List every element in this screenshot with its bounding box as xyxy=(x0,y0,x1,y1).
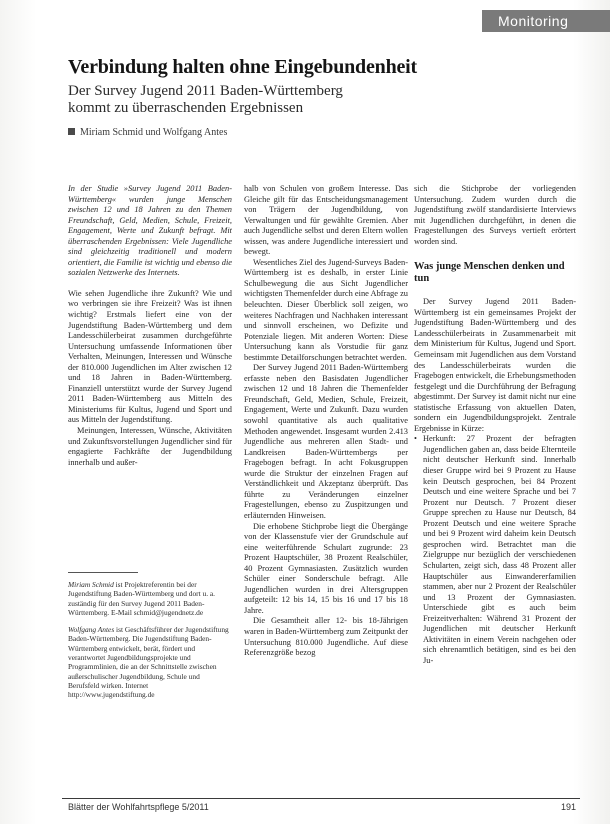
section-subheading: Was junge Menschen denken und tun xyxy=(414,261,565,285)
text-column-1 xyxy=(68,184,232,564)
bio-author-2-text: ist Geschäftsführer der Jugendstiftung Baden-Württemberg. Die Jugendstiftung Baden-Württemberg entwickelt, berät, fördert und verantwortet Jugendbildungsprojekte und Programmlinien, die an der Schnittstelle zwischen außerschulischer Jugendbildung, Schule und Berufsfeld wirken. Internet http://www.jugendstiftung.de xyxy=(68,625,229,700)
lead-paragraph: In der Studie »Survey Jugend 2011 Baden-Württemberg« wurden junge Menschen zwischen 12 und 18 Jahren zu den Themen Freundschaft, Geld, Medien, Schule, Freizeit, Engagement, Werte und Zukunft befragt. Mit überraschenden Ergebnissen: Viele Jugendliche sind gleichzeitig traditionell und modern orientiert, die Familie ist wichtig und ebenso die sozialen Netzwerke des Internets. xyxy=(68,184,232,278)
square-bullet-icon xyxy=(68,128,75,135)
text-column-2 xyxy=(244,184,408,790)
bio-author-1-name: Miriam Schmid xyxy=(68,580,114,589)
article-title: Verbindung halten ohne Eingebundenheit xyxy=(68,56,418,78)
body-paragraph: sich die Stichprobe der vorliegenden Untersuchung. Zudem wurden durch die Jugendstiftung zwölf standardisierte Interviews mit Jugendlichen durchgeführt, in denen die Fragestellungen des Surveys vertieft erörtert worden sind. xyxy=(414,184,576,246)
bullet-item: • Herkunft: 27 Prozent der befragten Jugendlichen gaben an, dass beide Elternteile nicht deutscher Herkunft sind. Innerhalb dieser Gruppe wird bei 9 Prozent zu Hause kein Deutsch gesprochen, bei 84 Prozent Deutsch und eine weitere Sprache und bei 7 Prozent nur Deutsch. 7 Prozent dieser Gruppe sprechen zu Hause nur Deutsch, 84 Prozent Deutsch und eine weitere Sprache und bei 9 Prozent wird daheim kein Deutsch gesprochen wird. Betrachtet man die Zielgruppe nur bezüglich der verschiedenen Schularten, zeigt sich, dass 48 Prozent aller Hauptschüler aus Einwandererfamilien stammen, aber nur 2 Prozent der Realschüler und 13 Prozent der Gymnasiasten. Unterschiede gibt es auch beim Freizeitverhalten: Während 31 Prozent der Jugendlichen mit deutscher Herkunft Aktivitäten in einem Verein nachgehen oder sich ehrenamtlich betätigen, sind es bei den Ju- xyxy=(414,434,576,666)
text-column-3 xyxy=(414,184,576,790)
body-paragraph: Der Survey Jugend 2011 Baden-Württemberg erfasste neben den Basisdaten Jugendlicher zwischen 12 und 18 Jahren die Themenfelder Freundschaft, Geld, Medien, Schule, Freizeit, Engagement, Werte und Zukunft. Dazu wurden sowohl quantitative als auch qualitative Methoden angewendet. Insgesamt wurden 2.413 Jugendliche aus mehreren allen Stadt- und Landkreisen Baden-Württembergs per Fragebogen befragt. In acht Fokusgruppen wurde die Struktur der einzelnen Fragen auf Verständlichkeit und Akzeptanz überprüft. Das führte zu Veränderungen einzelner Fragestellungen, ebenso zu Zuspitzungen und erläuternden Hinweisen. xyxy=(244,363,408,520)
author-names: Miriam Schmid und Wolfgang Antes xyxy=(80,127,228,138)
footer-publication: Blätter der Wohlfahrtspflege 5/2011 xyxy=(68,802,209,812)
bio-divider xyxy=(68,572,138,573)
article-subtitle xyxy=(68,83,568,117)
body-paragraph: Wie sehen Jugendliche ihre Zukunft? Wie und wo verbringen sie ihre Freizeit? Was ist ihnen wichtig? Erstmals liefert eine von der Jugendstiftung Baden-Württemberg und dem Landesschülerbeirat zusammen durchgeführte Untersuchung umfassende Informationen über Verhalten, Meinungen, Interessen und Wünsche der 810.000 Jugendlichen im Alter zwischen 12 und 18 Jahren in Baden-Württemberg. Finanziell unterstützt wurde der Survey Jugend 2011 Baden-Württemberg aus Mitteln des Ministeriums für Kultus, Jugend und Sport und aus Mitteln der Jugendstiftung. xyxy=(68,288,232,425)
bio-author-2 xyxy=(68,625,232,699)
body-paragraph: Wesentliches Ziel des Jugend-Surveys Baden-Württemberg ist es deshalb, in erster Linie Schulbewegung die aus Sicht Jugendlicher wichtigsten Themenfelder durch eine Abfrage zu beleuchten. Dieser Überblick soll zeigen, wo weiteres Nachfragen und Nachhaken interessant und sinnvoll erscheinen, wo Defizite und Potenziale liegen. Mit anderen Worten: Diese Untersuchung kann als Vorstudie für ganz bestimmte Detailforschungen betrachtet werden. xyxy=(244,257,408,362)
bio-author-1 xyxy=(68,580,232,617)
bio-author-1-text: ist Projektreferentin bei der Jugendstiftung Baden-Württemberg und dort u. a. zuständig für den Survey Jugend 2011 Baden-Württemberg. E-Mail schmid@jugendnetz.de xyxy=(68,580,216,617)
body-paragraph: Der Survey Jugend 2011 Baden-Württemberg ist ein gemeinsames Projekt der Jugendstiftung Baden-Württemberg und des Landesschülerbeirats in Zusammenarbeit mit dem Ministerium für Kultus, Jugend und Sport. Gemeinsam mit Jugendlichen aus dem Vorstand des Landesschülerbeirats wurden die Fragebogen entwickelt, die Erhebungsmethoden festgelegt und die Durchführung der Befragung abgestimmt. Der Survey ist damit nicht nur eine statistische Erfassung von aktuellen Daten, sondern ein Jugendbildungsprojekt. Zentrale Ergebnisse in Kürze: xyxy=(414,297,576,433)
body-paragraph: Die erhobene Stichprobe liegt die Übergänge von der Klassenstufe vier der Grundschule auf eine weiterführende Schulart zugrunde: 23 Prozent Hauptschüler, 38 Prozent Realschüler, 40 Prozent Gymnasiasten. Zusätzlich wurden Schüler einer Sonderschule befragt. Alle Jugendlichen wurden in drei Altersgruppen aufgeteilt: 12 bis 14, 15 bis 16 und 17 bis 18 Jahre. xyxy=(244,521,408,615)
body-paragraph: halb von Schulen von großem Interesse. Das Gleiche gilt für das Entscheidungsmanagement von Trägern der Jugendbildung, von Verwaltungen und für gewählte Gremien. Aber auch Jugendliche selbst und deren Eltern wollen wissen, was andere Jugendliche interessiert und bewegt. xyxy=(244,184,408,257)
subtitle-line-2: kommt zu überraschenden Ergebnissen xyxy=(68,100,304,116)
author-byline xyxy=(68,127,227,138)
section-tab: Monitoring xyxy=(482,10,610,32)
author-bio xyxy=(68,580,232,708)
page-number: 191 xyxy=(560,802,576,812)
body-paragraph: Die Gesamtheit aller 12- bis 18-Jährigen waren in Baden-Württemberg zum Zeitpunkt der Untersuchung 810.000 Jugendliche. Auf diese Referenzgröße bezog xyxy=(244,616,408,658)
footer-divider xyxy=(62,798,580,799)
body-paragraph: Meinungen, Interessen, Wünsche, Aktivitäten und Zukunftsvorstellungen Jugendlicher sind für engagierte Fachkräfte der Jugendbildung innerhalb und außer- xyxy=(68,426,232,467)
subtitle-line-1: Der Survey Jugend 2011 Baden-Württemberg xyxy=(68,83,343,99)
bio-author-2-name: Wolfgang Antes xyxy=(68,625,115,635)
